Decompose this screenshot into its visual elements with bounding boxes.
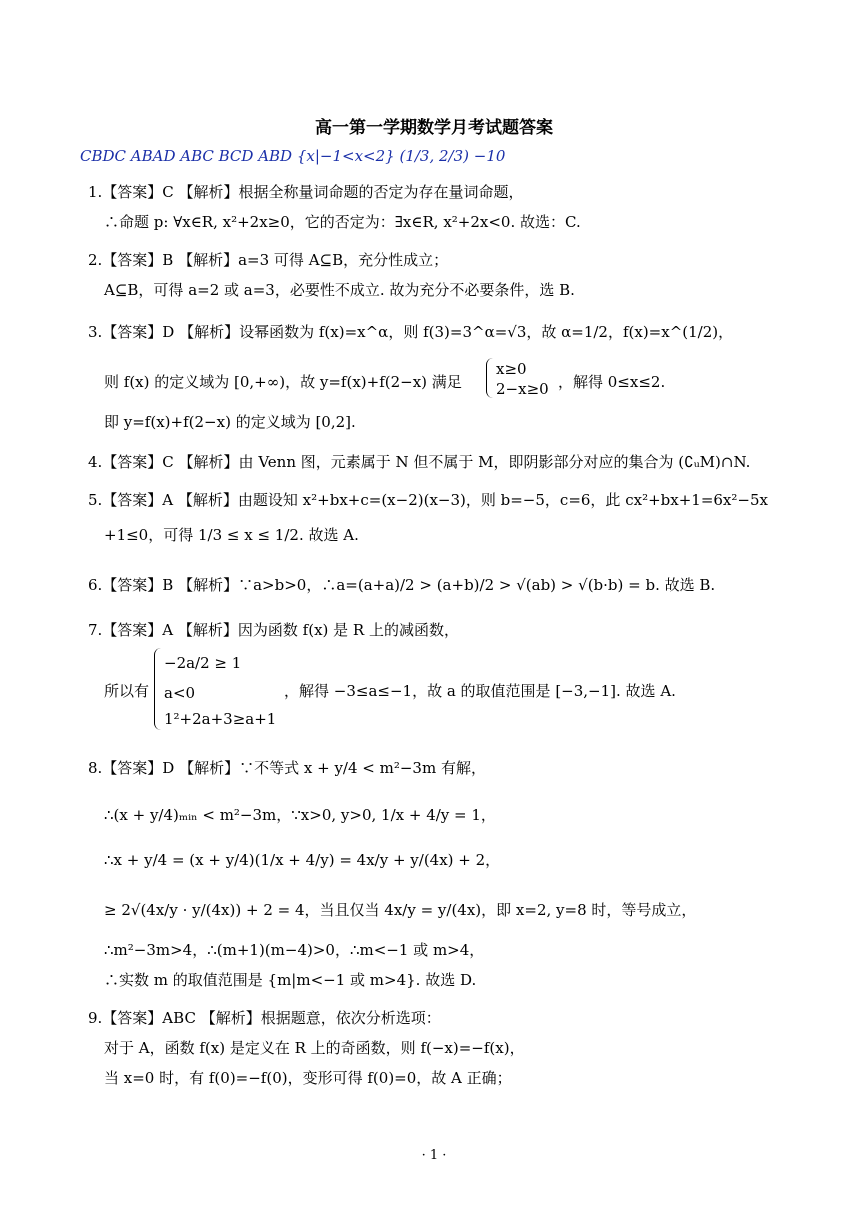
solution-4-line-1: 4.【答案】C 【解析】由 Venn 图，元素属于 N 但不属于 M，即阴影部分对应的集合为 (∁ᵤM)∩N. bbox=[88, 453, 751, 471]
solution-8-line-5: ∴m²−3m>4，∴(m+1)(m−4)>0，∴m<−1 或 m>4， bbox=[104, 941, 485, 959]
solution-8-line-2: ∴(x + y/4)ₘᵢₙ < m²−3m，∵x>0, y>0, 1/x + 4/y = 1， bbox=[104, 806, 496, 824]
page-title: 高一第一学期数学月考试题答案 bbox=[315, 118, 553, 138]
solution-7-line-2: 所以有 bbox=[104, 682, 150, 700]
solution-3-line-2: 则 f(x) 的定义域为 [0,+∞)，故 y=f(x)+f(2−x) 满足 bbox=[104, 373, 462, 391]
solution-3-line-3: ，解得 0≤x≤2. bbox=[558, 373, 666, 391]
solution-1-line-2: ∴命题 p: ∀x∈R, x²+2x≥0，它的否定为：∃x∈R, x²+2x<0. 故选：C. bbox=[104, 213, 581, 231]
solution-6-line-1: 6.【答案】B 【解析】∵a>b>0，∴a=(a+a)/2 > (a+b)/2 > √(ab) > √(b·b) = b. 故选 B. bbox=[88, 576, 716, 594]
solution-5-line-2: +1≤0，可得 1/3 ≤ x ≤ 1/2. 故选 A. bbox=[104, 526, 359, 544]
solution-9-line-2: 对于 A，函数 f(x) 是定义在 R 上的奇函数，则 f(−x)=−f(x)， bbox=[104, 1039, 525, 1057]
page-number: · 1 · bbox=[421, 1148, 447, 1163]
answer-summary: CBDC ABAD ABC BCD ABD {x|−1<x<2} (1/3, 2/3) −10 bbox=[80, 147, 506, 165]
solution-1-line-1: 1.【答案】C 【解析】根据全称量词命题的否定为存在量词命题， bbox=[88, 183, 524, 201]
solution-8-line-1: 8.【答案】D 【解析】∵不等式 x + y/4 < m²−3m 有解， bbox=[88, 759, 486, 777]
solution-2-line-2: A⊆B，可得 a=2 或 a=3，必要性不成立. 故为充分不必要条件，选 B. bbox=[104, 281, 575, 299]
solution-8-line-4: ≥ 2√(4x/y · y/(4x)) + 2 = 4，当且仅当 4x/y = y/(4x)，即 x=2, y=8 时，等号成立， bbox=[104, 901, 697, 919]
solution-5-line-1: 5.【答案】A 【解析】由题设知 x²+bx+c=(x−2)(x−3)，则 b=−5，c=6，此 cx²+bx+1=6x²−5x bbox=[88, 491, 768, 509]
solution-7-line-3: ，解得 −3≤a≤−1，故 a 的取值范围是 [−3,−1]. 故选 A. bbox=[284, 682, 676, 700]
solution-7-line-1: 7.【答案】A 【解析】因为函数 f(x) 是 R 上的减函数， bbox=[88, 621, 459, 639]
solution-3-line-4: 即 y=f(x)+f(2−x) 的定义域为 [0,2]. bbox=[104, 413, 356, 431]
solution-8-line-3: ∴x + y/4 = (x + y/4)(1/x + 4/y) = 4x/y + y/(4x) + 2， bbox=[104, 851, 501, 869]
solution-8-line-6: ∴实数 m 的取值范围是 {m|m<−1 或 m>4}. 故选 D. bbox=[104, 971, 477, 989]
solution-9-line-3: 当 x=0 时，有 f(0)=−f(0)，变形可得 f(0)=0，故 A 正确； bbox=[104, 1069, 512, 1087]
solution-9-line-1: 9.【答案】ABC 【解析】根据题意，依次分析选项： bbox=[88, 1009, 441, 1027]
solution-3-line-1: 3.【答案】D 【解析】设幂函数为 f(x)=x^α，则 f(3)=3^α=√3，故 α=1/2，f(x)=x^(1/2)， bbox=[88, 323, 734, 341]
solution-2-line-1: 2.【答案】B 【解析】a=3 可得 A⊆B，充分性成立； bbox=[88, 251, 449, 269]
